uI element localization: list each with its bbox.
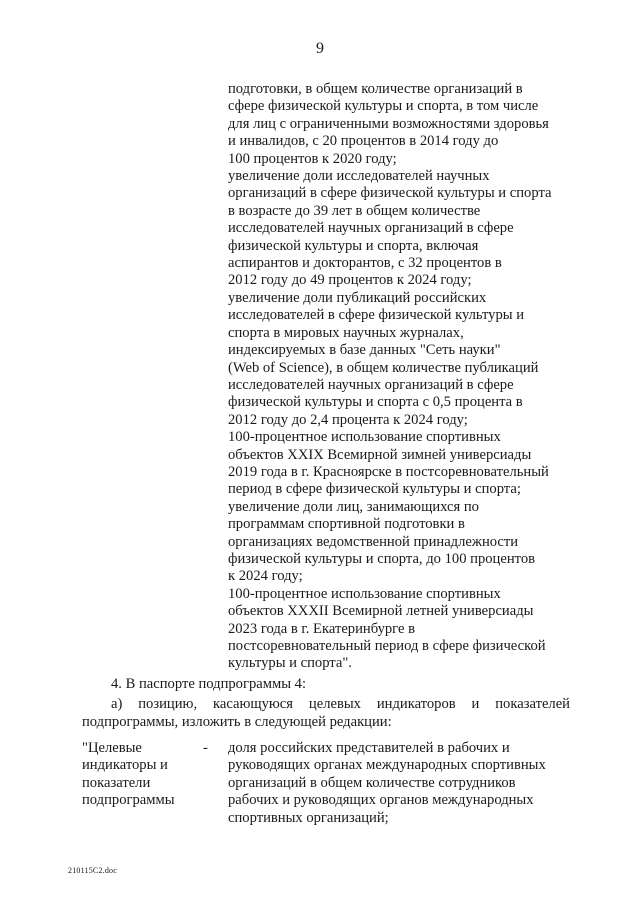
table-value-line: руководящих органах международных спортивных [228, 757, 546, 774]
text-line: период в сфере физической культуры и спорта; [228, 481, 521, 498]
text-line: исследователей научных организаций в сфере [228, 220, 514, 237]
text-line: для лиц с ограниченными возможностями здоровья [228, 115, 549, 132]
text-line: 2023 года в г. Екатеринбурге в [228, 620, 415, 637]
page-number: 9 [316, 40, 324, 57]
text-line: физической культуры и спорта, включая [228, 237, 479, 254]
table-value-line: организаций в общем количестве сотрудников [228, 774, 516, 791]
text-line: программам спортивной подготовки в [228, 516, 465, 533]
text-line: постсоревновательный период в сфере физической [228, 638, 546, 654]
text-line: подготовки, в общем количестве организаций в [228, 81, 523, 97]
item-4a-line-1: а) позицию, касающуюся целевых индикаторов и показателей [111, 696, 570, 712]
text-line: 2012 году до 49 процентов к 2024 году; [228, 272, 472, 289]
text-line: в возрасте до 39 лет в общем количестве [228, 202, 481, 219]
item-4-heading: 4. В паспорте подпрограммы 4: [111, 676, 307, 692]
text-line: 2019 года в г. Красноярске в постсоревновательный [228, 463, 549, 480]
text-line: организациях ведомственной принадлежности [228, 533, 519, 550]
text-line: исследователей в сфере физической культуры и [228, 307, 525, 324]
text-line: аспирантов и докторантов, с 32 процентов в [228, 255, 502, 272]
table-dash: - [203, 740, 208, 756]
table-value-line: рабочих и руководящих органов международных [228, 792, 534, 809]
text-line: увеличение доли публикаций российских [228, 289, 487, 306]
text-line: исследователей научных организаций в сфере [228, 376, 514, 393]
text-line: 100 процентов к 2020 году; [228, 150, 397, 167]
text-line: индексируемых в базе данных "Сеть науки" [228, 342, 501, 359]
file-name-footer: 210115C2.doc [68, 866, 117, 875]
text-line: к 2024 году; [228, 568, 303, 585]
text-line: (Web of Science), в общем количестве публикаций [228, 359, 539, 376]
table-label-line: "Целевые [82, 740, 142, 756]
text-line: увеличение доли лиц, занимающихся по [228, 498, 479, 515]
table-value-line: доля российских представителей в рабочих и [228, 740, 510, 756]
table-value-cell [228, 740, 588, 827]
text-line: культуры и спорта". [228, 655, 352, 672]
text-line: объектов XXIX Всемирной зимней универсиады [228, 446, 532, 463]
text-line: объектов XXXII Всемирной летней универсиады [228, 603, 534, 620]
text-line: сфере физической культуры и спорта, в том числе [228, 98, 539, 115]
indicators-continuation [228, 81, 578, 673]
text-line: физической культуры и спорта, до 100 процентов [228, 550, 536, 567]
table-label-cell [82, 740, 192, 810]
text-line: 100-процентное использование спортивных [228, 585, 501, 602]
text-line: 2012 году до 2,4 процента к 2024 году; [228, 411, 468, 428]
text-line: физической культуры и спорта с 0,5 процента в [228, 394, 523, 411]
text-line: спорта в мировых научных журналах, [228, 324, 464, 341]
table-label-line: показатели [82, 774, 151, 791]
table-label-line: подпрограммы [82, 792, 175, 809]
text-line: и инвалидов, с 20 процентов в 2014 году до [228, 133, 499, 150]
table-label-line: индикаторы и [82, 757, 168, 774]
text-line: 100-процентное использование спортивных [228, 429, 501, 446]
item-4a-line-2: подпрограммы, изложить в следующей редакции: [82, 714, 392, 730]
text-line: организаций в сфере физической культуры и спорта [228, 185, 552, 202]
text-line: увеличение доли исследователей научных [228, 168, 490, 185]
table-value-line: спортивных организаций; [228, 809, 389, 826]
